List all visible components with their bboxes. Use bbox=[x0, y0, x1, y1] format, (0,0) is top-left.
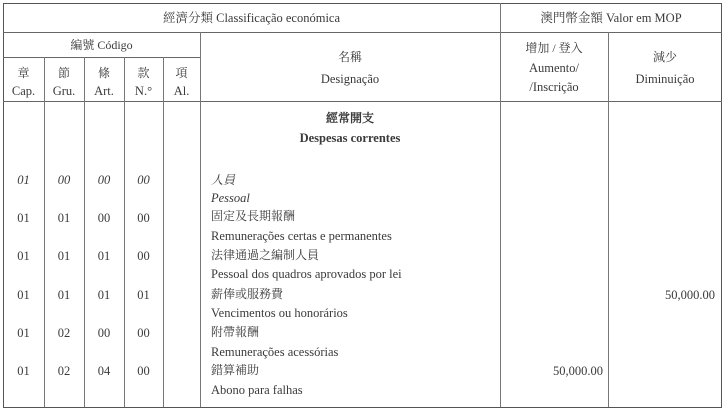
header-rule-code bbox=[3, 57, 200, 58]
increase-header-zh: 增加 / 登入 bbox=[525, 41, 583, 55]
row-designation-pt: Vencimentos ou honorários bbox=[211, 306, 348, 320]
code-group-header: 編號 Código bbox=[70, 38, 133, 52]
al-header-pt: Al. bbox=[173, 84, 190, 98]
col-rule-num bbox=[163, 57, 164, 407]
row-designation-zh: 附帶報酬 bbox=[211, 325, 260, 339]
row-cap: 01 bbox=[17, 326, 30, 340]
aumento-value: 50,000.00 bbox=[553, 364, 603, 378]
col-rule-gru bbox=[84, 57, 85, 407]
row-designation-pt: Abono para falhas bbox=[211, 383, 303, 397]
designation-header-pt: Designação bbox=[320, 72, 380, 86]
col-rule-aumento bbox=[608, 32, 609, 407]
row-cap: 01 bbox=[17, 173, 30, 187]
classification-header: 經濟分類 Classificação económica bbox=[162, 11, 341, 25]
header-rule-1 bbox=[3, 32, 722, 33]
increase-header-pt2: /Inscrição bbox=[529, 80, 579, 94]
gru-header-pt: Gru. bbox=[52, 84, 76, 98]
row-cap: 01 bbox=[17, 249, 30, 263]
diminuicao-value: 50,000.00 bbox=[665, 288, 715, 302]
row-gru: 01 bbox=[57, 249, 71, 263]
row-designation-zh: 錯算補助 bbox=[211, 363, 260, 377]
header-rule-bottom bbox=[3, 101, 722, 102]
section-title-zh: 經常開支 bbox=[325, 111, 374, 125]
col-rule-al bbox=[200, 32, 201, 407]
row-gru: 00 bbox=[57, 173, 71, 187]
row-designation-zh: 薪俸或服務費 bbox=[211, 287, 284, 301]
row-art: 00 bbox=[97, 326, 111, 340]
section-title-pt: Despesas correntes bbox=[299, 131, 401, 145]
row-art: 01 bbox=[97, 288, 111, 302]
row-num: 00 bbox=[137, 173, 150, 187]
row-cap: 01 bbox=[17, 288, 30, 302]
col-rule-cap bbox=[44, 57, 45, 407]
currency-header: 澳門幣金額 Valor em MOP bbox=[540, 11, 682, 25]
row-num: 01 bbox=[137, 288, 150, 302]
designation-header-zh: 名稱 bbox=[337, 50, 362, 64]
art-header-pt: Art. bbox=[94, 84, 114, 98]
row-num: 00 bbox=[137, 249, 150, 263]
decrease-header-zh: 減少 bbox=[652, 50, 677, 64]
row-designation-pt: Remunerações acessórias bbox=[211, 345, 339, 359]
row-designation-pt: Remunerações certas e permanentes bbox=[211, 229, 392, 243]
row-cap: 01 bbox=[17, 211, 30, 225]
row-designation-zh: 固定及長期報酬 bbox=[211, 209, 296, 223]
row-art: 01 bbox=[97, 249, 111, 263]
row-gru: 01 bbox=[57, 211, 71, 225]
row-num: 00 bbox=[137, 364, 150, 378]
col-rule-art bbox=[124, 57, 125, 407]
al-header-zh: 項 bbox=[175, 66, 188, 80]
row-gru: 02 bbox=[57, 326, 71, 340]
row-art: 00 bbox=[97, 211, 111, 225]
row-art: 00 bbox=[97, 173, 111, 187]
row-gru: 01 bbox=[57, 288, 71, 302]
gru-header-zh: 節 bbox=[57, 66, 70, 80]
row-num: 00 bbox=[137, 326, 150, 340]
num-header-zh: 款 bbox=[137, 66, 150, 80]
cap-header-zh: 章 bbox=[17, 66, 30, 80]
num-header-pt: N.° bbox=[134, 84, 153, 98]
increase-header-pt1: Aumento/ bbox=[529, 61, 579, 75]
art-header-zh: 條 bbox=[97, 66, 110, 80]
decrease-header-pt: Diminuição bbox=[635, 72, 695, 86]
row-art: 04 bbox=[97, 364, 111, 378]
row-designation-pt: Pessoal bbox=[211, 191, 250, 205]
cap-header-pt: Cap. bbox=[11, 84, 36, 98]
row-designation-pt: Pessoal dos quadros aprovados por lei bbox=[211, 267, 402, 281]
row-designation-zh: 法律通過之編制人員 bbox=[211, 248, 320, 262]
row-designation-zh: 人員 bbox=[211, 173, 236, 187]
row-gru: 02 bbox=[57, 364, 71, 378]
row-cap: 01 bbox=[17, 364, 30, 378]
row-num: 00 bbox=[137, 211, 150, 225]
